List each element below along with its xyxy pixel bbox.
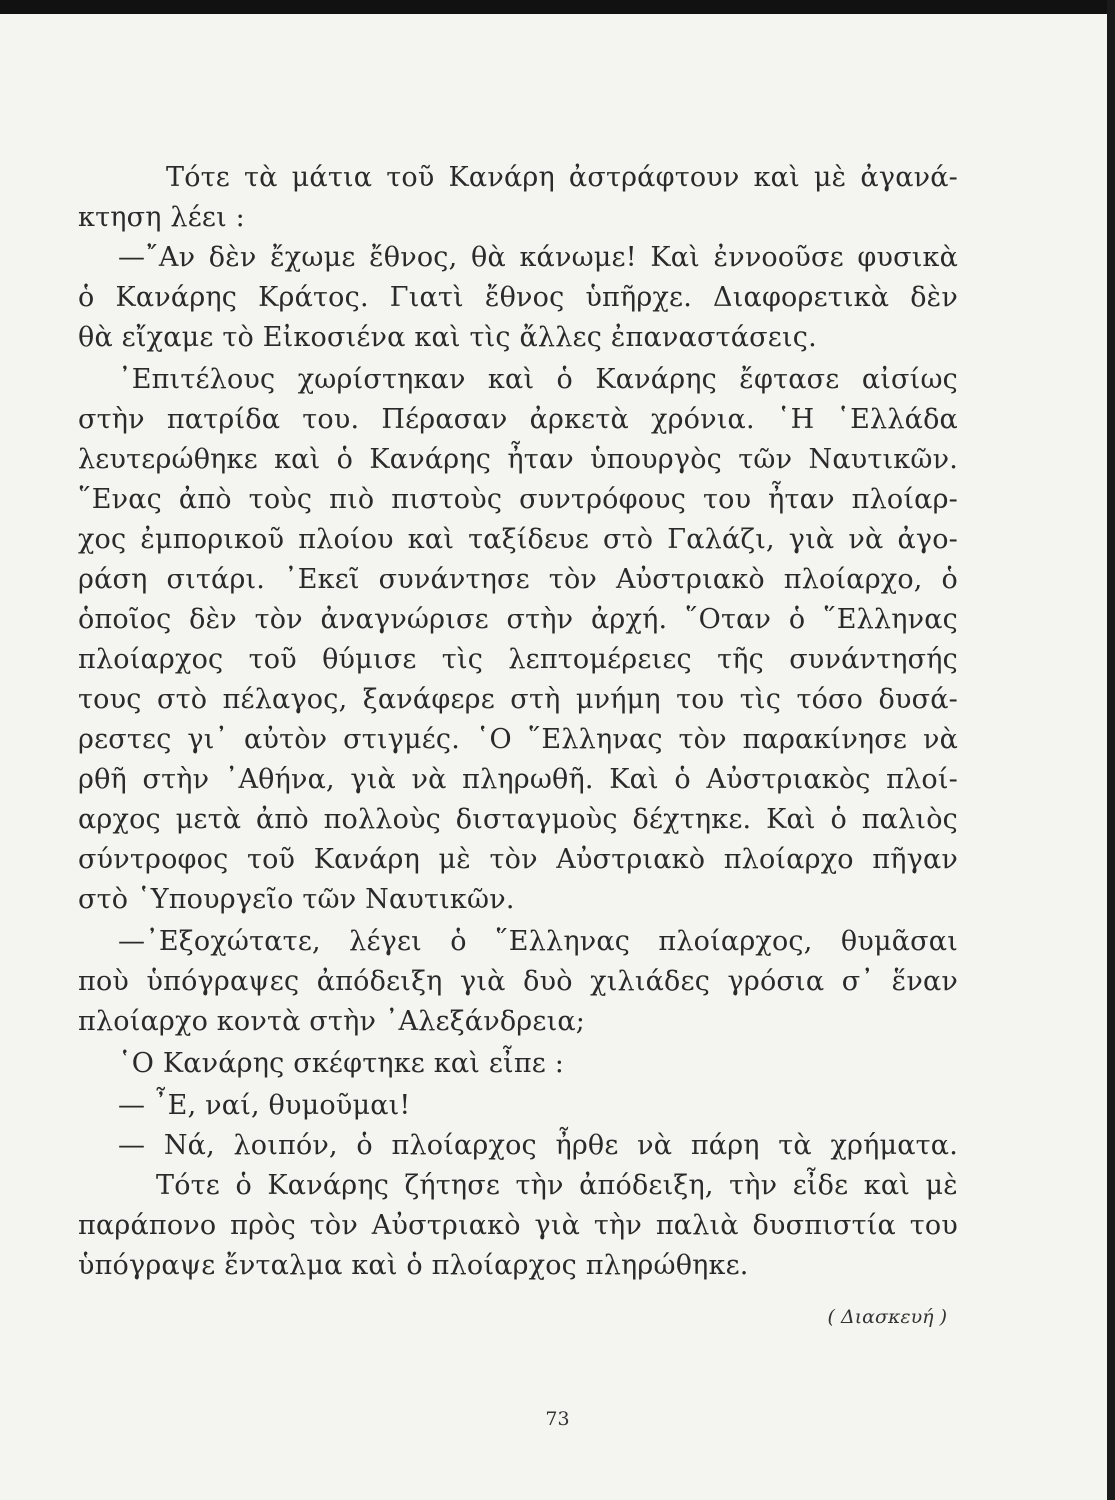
text-line: στὴν πατρίδα του. Πέρασαν ἀρκετὰ χρόνια. ῾Η ῾Ελλάδα [78, 404, 958, 435]
text-line: στὸ ῾Υπουργεῖο τῶν Ναυτικῶν. [78, 884, 515, 915]
text-line: σύντροφος τοῦ Κανάρη μὲ τὸν Αὐστριακὸ πλοίαρχο πῆγαν [78, 844, 958, 875]
text-line: ῾Ο Κανάρης σκέφτηκε καὶ εἶπε : [118, 1048, 565, 1079]
text-line: ὁποῖος δὲν τὸν ἀναγνώρισε στὴν ἀρχή. ῞Οταν ὁ ῞Ελληνας [78, 604, 958, 635]
text-line: — ῏Ε, ναί, θυμοῦμαι! [118, 1090, 411, 1121]
text-line: ποὺ ὑπόγραψες ἀπόδειξη γιὰ δυὸ χιλιάδες γρόσια σ᾿ ἕναν [78, 966, 958, 997]
text-line: θὰ εἴχαμε τὸ Εἰκοσιένα καὶ τὶς ἄλλες ἐπαναστάσεις. [78, 322, 817, 353]
text-line: λευτερώθηκε καὶ ὁ Κανάρης ἦταν ὑπουργὸς τῶν Ναυτικῶν. [78, 444, 958, 475]
source-note: ( Διασκευή ) [827, 1306, 947, 1328]
text-line: πλοίαρχος τοῦ θύμισε τὶς λεπτομέρειες τῆς συνάντησής [78, 644, 958, 675]
text-line: ὑπόγραψε ἔνταλμα καὶ ὁ πλοίαρχος πληρώθηκε. [78, 1250, 749, 1281]
text-line: —᾿Εξοχώτατε, λέγει ὁ ῞Ελληνας πλοίαρχος, θυμᾶσαι [118, 926, 958, 957]
text-line: Τότε τὰ μάτια τοῦ Κανάρη ἀστράφτουν καὶ μὲ ἀγανά- [166, 162, 958, 193]
text-line: αρχος μετὰ ἀπὸ πολλοὺς δισταγμοὺς δέχτηκε. Καὶ ὁ παλιὸς [78, 804, 958, 835]
text-line: χος ἐμπορικοῦ πλοίου καὶ ταξίδευε στὸ Γαλάζι, γιὰ νὰ ἀγο- [78, 524, 958, 555]
text-line: ῞Ενας ἀπὸ τοὺς πιὸ πιστοὺς συντρόφους του ἦταν πλοίαρ- [78, 484, 958, 515]
text-line: κτηση λέει : [78, 202, 245, 233]
text-line: ρεστες γι᾿ αὐτὸν στιγμές. ῾Ο ῞Ελληνας τὸν παρακίνησε νὰ [78, 724, 958, 755]
scan-right-border [1107, 0, 1115, 1500]
text-line: ὁ Κανάρης Κράτος. Γιατὶ ἔθνος ὑπῆρχε. Διαφορετικὰ δὲν [78, 282, 958, 313]
text-line: ρθῆ στὴν ᾿Αθήνα, γιὰ νὰ πληρωθῆ. Καὶ ὁ Αὐστριακὸς πλοί- [78, 764, 958, 795]
text-line: ράση σιτάρι. ᾿Εκεῖ συνάντησε τὸν Αὐστριακὸ πλοίαρχο, ὁ [78, 564, 958, 595]
text-line: πλοίαρχο κοντὰ στὴν ᾿Αλεξάνδρεια; [78, 1006, 586, 1037]
text-line: —῎Αν δὲν ἔχωμε ἔθνος, θὰ κάνωμε! Καὶ ἐννοοῦσε φυσικὰ [118, 242, 958, 273]
text-line: ᾿Επιτέλους χωρίστηκαν καὶ ὁ Κανάρης ἔφτασε αἰσίως [118, 364, 958, 395]
page-number: 73 [545, 1408, 570, 1430]
scan-top-border [0, 0, 1115, 14]
text-line: — Νά, λοιπόν, ὁ πλοίαρχος ἦρθε νὰ πάρη τὰ χρήματα. [118, 1130, 958, 1161]
text-line: τους στὸ πέλαγος, ξανάφερε στὴ μνήμη του τὶς τόσο δυσά- [78, 684, 958, 715]
text-line: παράπονο πρὸς τὸν Αὐστριακὸ γιὰ τὴν παλιὰ δυσπιστία του [78, 1210, 958, 1241]
text-line: Τότε ὁ Κανάρης ζήτησε τὴν ἀπόδειξη, τὴν εἶδε καὶ μὲ [156, 1170, 958, 1201]
